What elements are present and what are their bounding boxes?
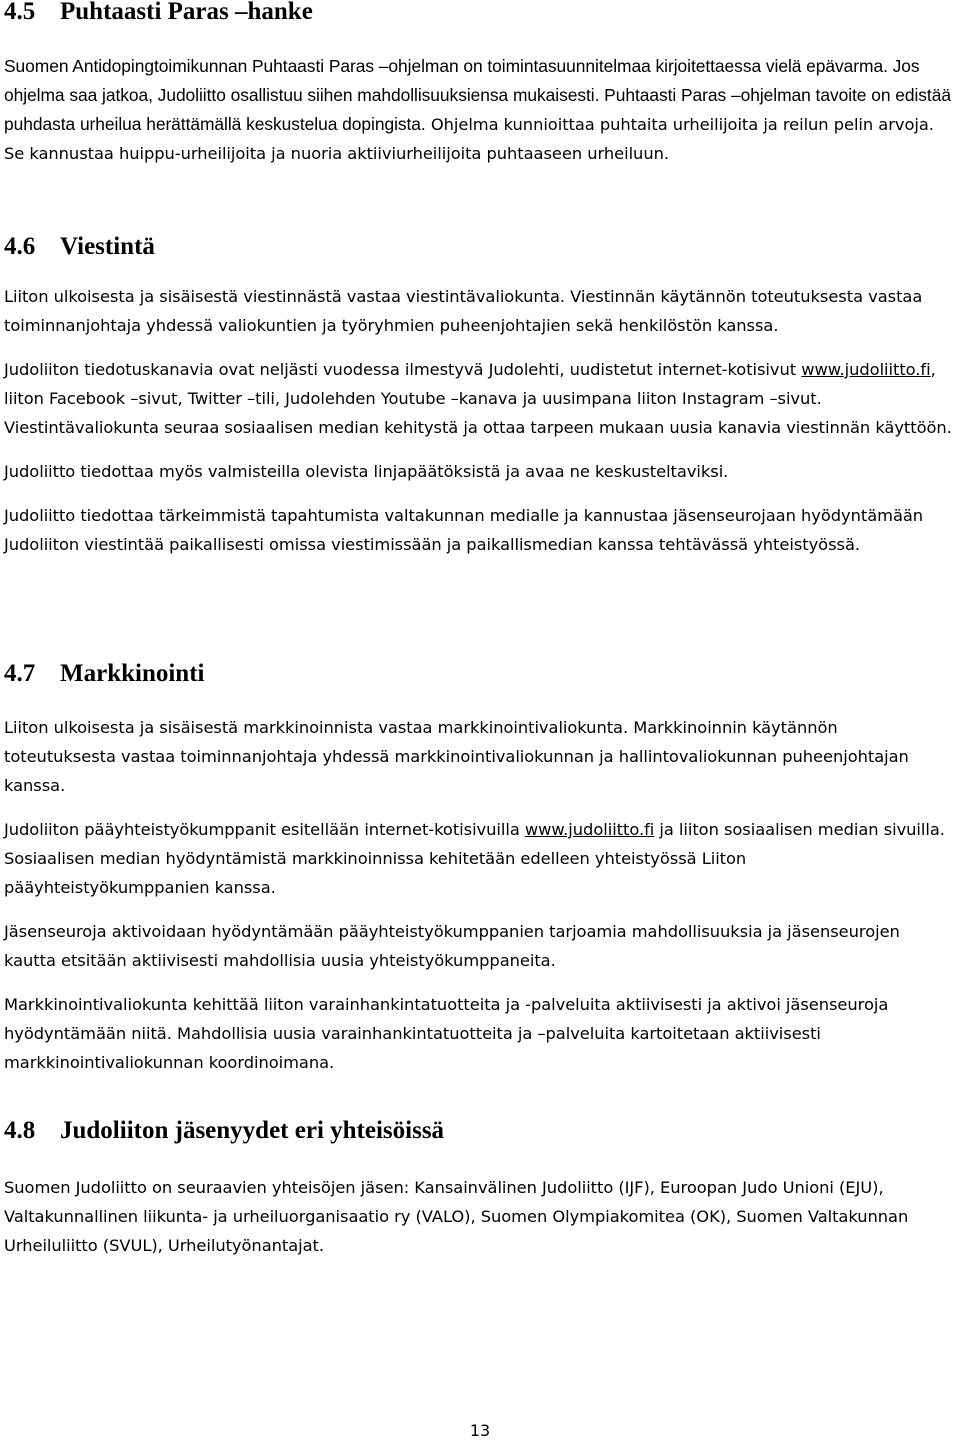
section-heading bbox=[4, 0, 954, 26]
paragraph: Markkinointivaliokunta kehittää liiton varainhankintatuotteita ja -palveluita aktiivisesti ja aktivoi jäsenseuroja hyödyntämään niitä. Mahdollisia uusia varainhankintatuotteita ja –palveluita kartoitetaan aktiivisesti markkinointivaliokunnan koordinoimana. bbox=[4, 995, 889, 1072]
section-4-5 bbox=[4, 0, 954, 168]
section-heading bbox=[4, 1117, 954, 1145]
paragraph: Liiton ulkoisesta ja sisäisestä viestinnästä vastaa viestintävaliokunta. Viestinnän käytännön toteutuksesta vastaa toiminnanjohtaja yhdessä valiokuntien ja työryhmien puheenjohtajien sekä henkilöstön kanssa. bbox=[4, 287, 923, 335]
website-link[interactable]: www.judoliitto.fi bbox=[801, 360, 931, 379]
paragraph: Liiton ulkoisesta ja sisäisestä markkinoinnista vastaa markkinointivaliokunta. Markkinoinnin käytännön toteutuksesta vastaa toiminnanjohtaja yhdessä markkinointivaliokunnan ja hallintovaliokunnan puheenjohtajan kanssa. bbox=[4, 718, 909, 795]
paragraph bbox=[4, 355, 954, 442]
section-title: Puhtaasti Paras –hanke bbox=[60, 0, 313, 25]
paragraph-text: Judoliiton tiedotuskanavia ovat neljästi vuodessa ilmestyvä Judolehti, uudistetut internet-kotisivut bbox=[4, 360, 802, 379]
section-number: 4.7 bbox=[4, 660, 36, 687]
section-heading bbox=[4, 660, 954, 688]
page-number: 13 bbox=[469, 1421, 491, 1440]
section-4-6 bbox=[4, 233, 954, 559]
section-number: 4.8 bbox=[4, 1117, 36, 1144]
section-number: 4.6 bbox=[4, 233, 36, 260]
section-title: Judoliiton jäsenyydet eri yhteisöissä bbox=[60, 1117, 445, 1144]
section-heading bbox=[4, 233, 954, 261]
paragraph-text: ja liiton sosiaalisen median sivuilla. Sosiaalisen median hyödyntämistä markkinoinnissa kehitetään edelleen yhteistyössä Liiton pääyhteistyökumppanien kanssa. bbox=[4, 820, 945, 897]
paragraph: Suomen Judoliitto on seuraavien yhteisöjen jäsen: Kansainvälinen Judoliitto (IJF), Euroopan Judo Unioni (EJU), Valtakunnallinen liikunta- ja urheiluorganisaatio ry (VALO), Suomen Olympiakomitea (OK), Suomen Valtakunnan Urheiluliitto (SVUL), Urheilutyönantajat. bbox=[4, 1178, 909, 1255]
section-4-7 bbox=[4, 660, 954, 1077]
section-number: 4.5 bbox=[4, 0, 36, 25]
paragraph-text: , liiton Facebook –sivut, Twitter –tili, Judolehden Youtube –kanava ja uusimpana liiton Instagram –sivut. Viestintävaliokunta seuraa sosiaalisen median kehitystä ja ottaa tarpeen mukaan uusia kanavia viestinnän käyttöön. bbox=[4, 360, 952, 437]
paragraph bbox=[4, 52, 954, 168]
paragraph bbox=[4, 815, 954, 902]
paragraph-text: Judoliiton pääyhteistyökumppanit esitellään internet-kotisivuilla bbox=[4, 820, 525, 839]
section-title: Markkinointi bbox=[60, 660, 205, 687]
paragraph: Judoliitto tiedottaa tärkeimmistä tapahtumista valtakunnan medialle ja kannustaa jäsenseurojaan hyödyntämään Judoliiton viestintää paikallisesti omissa viestimissään ja paikallismedian kanssa tehtävässä yhteistyössä. bbox=[4, 506, 924, 554]
section-title: Viestintä bbox=[60, 233, 155, 260]
website-link[interactable]: www.judoliitto.fi bbox=[524, 820, 655, 839]
paragraph-text: Ohjelma kunnioittaa puhtaita urheilijoita ja reilun pelin arvoja. Se kannustaa huippu-urheilijoita ja nuoria aktiiviurheilijoita puhtaaseen urheiluun. bbox=[4, 115, 934, 163]
section-4-8 bbox=[4, 1117, 954, 1260]
paragraph: Jäsenseuroja aktivoidaan hyödyntämään pääyhteistyökumppanien tarjoamia mahdollisuuksia ja jäsenseurojen kautta etsitään aktiivisesti mahdollisia uusia yhteistyökumppaneita. bbox=[4, 922, 900, 970]
paragraph: Judoliitto tiedottaa myös valmisteilla olevista linjapäätöksistä ja avaa ne keskusteltaviksi. bbox=[4, 462, 729, 481]
paragraph-text: Suomen Antidopingtoimikunnan Puhtaasti Paras –ohjelman on toimintasuunnitelmaa kirjoitettaessa vielä epävarma. Jos ohjelma saa jatkoa, Judoliitto osallistuu siihen mahdollisuuksiensa mukaisesti. Puhtaasti Paras –ohjelman tavoite on edistää puhdasta urheilua herättämällä keskustelua dopingista. bbox=[4, 56, 951, 134]
